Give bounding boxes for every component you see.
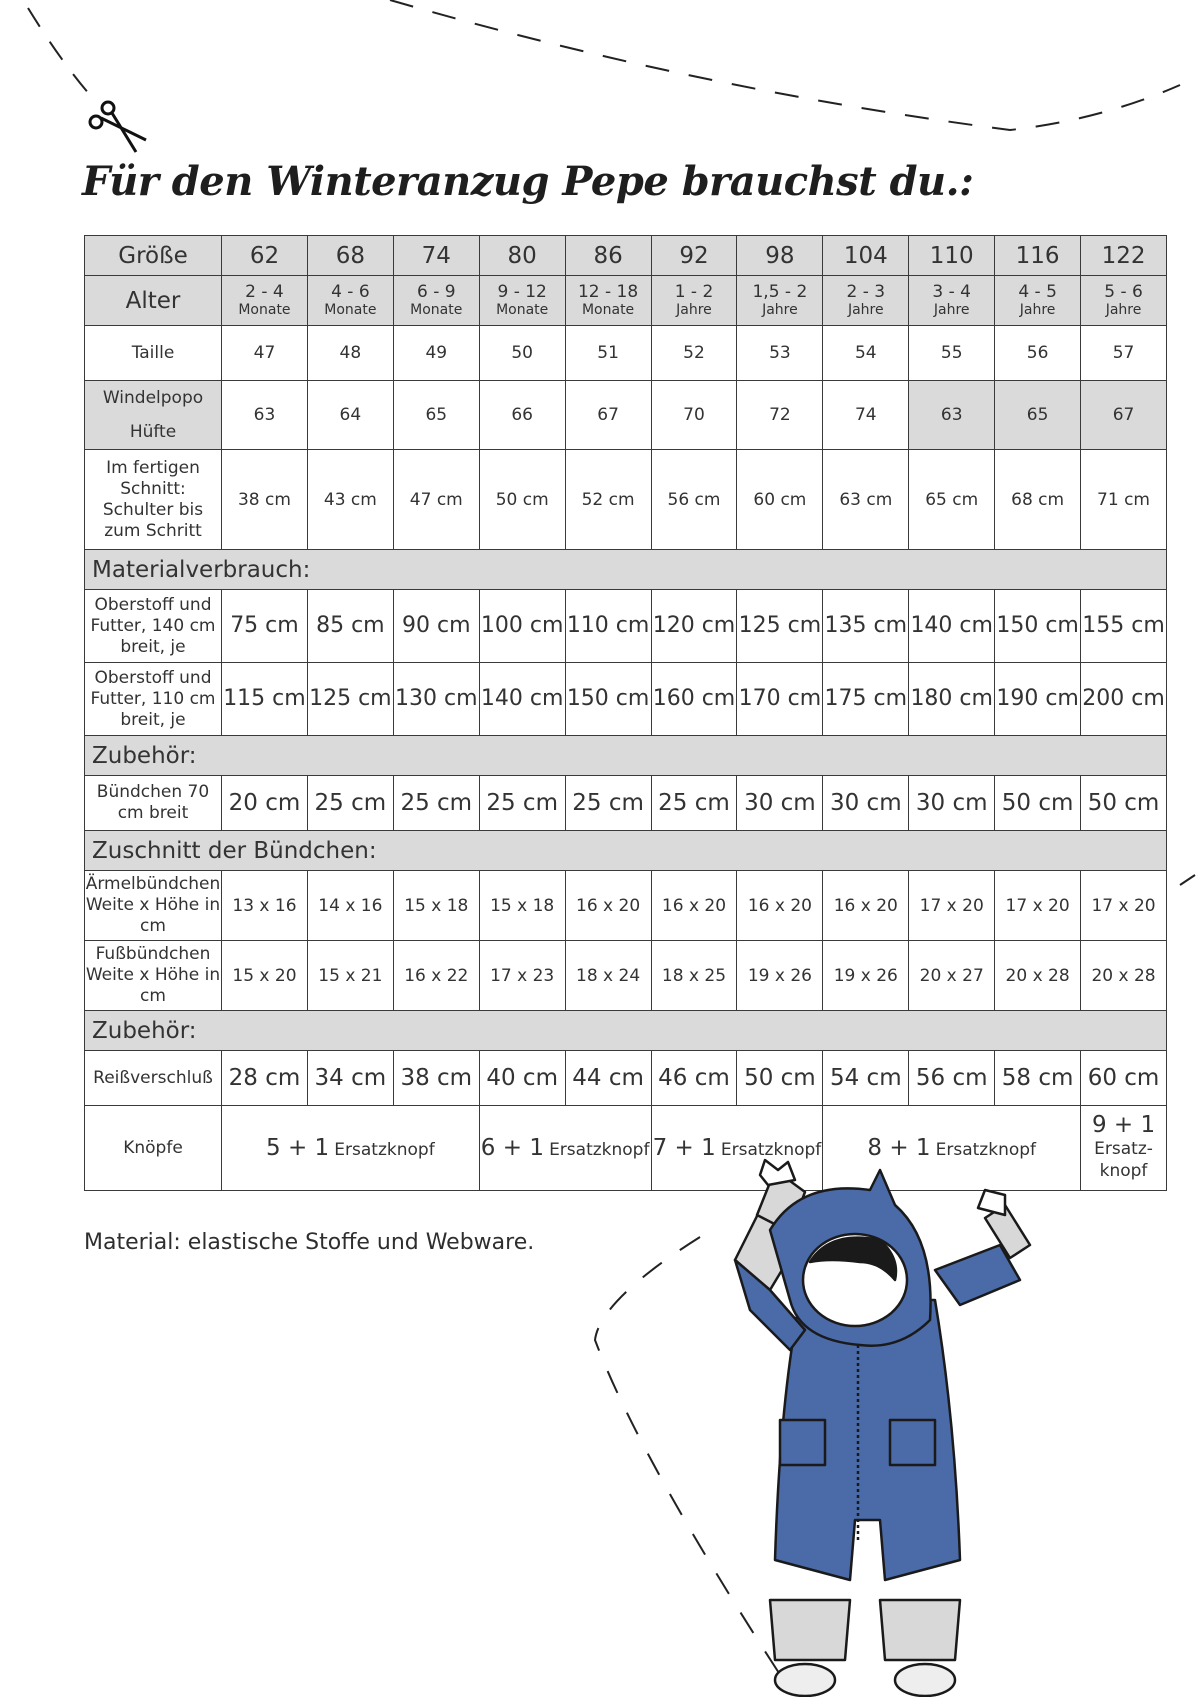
cell-text: 130 cm: [395, 686, 478, 711]
cell-text: 170 cm: [738, 686, 822, 711]
cell-text: 65 cm: [925, 489, 979, 510]
cell-text: 200 cm: [1082, 686, 1165, 711]
cell-text: Oberstoff und Futter, 110 cm breit, je: [90, 667, 216, 730]
cell-text: 16 x 22: [404, 965, 469, 986]
cell-text: 25 cm: [314, 790, 387, 816]
cell-text: 63 cm: [839, 489, 893, 510]
cell-text: 16 x 20: [833, 895, 898, 916]
cell-text: 90 cm: [402, 613, 471, 638]
cell-text: 3 - 4: [932, 282, 971, 302]
cell-text: Hüfte: [129, 421, 177, 442]
cell-text: 54 cm: [829, 1065, 902, 1091]
cell-text: 30 cm: [744, 790, 816, 816]
cell-text: 15 x 18: [404, 895, 469, 916]
cell-text: 19 x 26: [833, 965, 898, 986]
cell-text: 64: [339, 405, 362, 425]
cell-text: 8 + 1: [867, 1135, 931, 1161]
cell-text: Ersatzknopf: [935, 1140, 1037, 1160]
cell-text: 135 cm: [824, 613, 908, 638]
cell-text: 47: [253, 343, 276, 363]
cell-text: 50 cm: [1087, 790, 1160, 816]
cell-text: 68 cm: [1011, 489, 1065, 510]
cell-text: 80: [507, 242, 537, 269]
cell-text: 25 cm: [658, 790, 730, 816]
cell-text: 18 x 25: [661, 965, 727, 986]
cell-text: 65: [425, 405, 448, 425]
material-note: Material: elastische Stoffe und Webware.: [84, 1230, 535, 1255]
cell-text: 15 x 21: [318, 965, 383, 986]
cell-text: 40 cm: [486, 1065, 558, 1091]
cell-text: 150 cm: [996, 613, 1079, 638]
cell-text: 19 x 26: [747, 965, 812, 986]
cell-text: 74: [421, 242, 451, 269]
cell-text: 17 x 20: [1091, 895, 1156, 916]
cell-text: 43 cm: [323, 489, 377, 510]
cell-text: Reißverschluß: [93, 1067, 213, 1088]
cell-text: 2 - 3: [846, 282, 886, 302]
cell-text: 16 x 20: [661, 895, 727, 916]
cell-text: Knöpfe: [123, 1137, 183, 1158]
cell-text: 48: [339, 343, 362, 363]
cell-text: 55: [940, 343, 963, 363]
cell-text: 63: [940, 405, 963, 425]
cell-text: 60 cm: [1087, 1065, 1160, 1091]
cell-text: Jahre: [1105, 302, 1142, 318]
cell-text: 9 + 1: [1091, 1112, 1156, 1138]
cell-text: 71 cm: [1097, 489, 1150, 510]
cell-text: 28 cm: [228, 1065, 301, 1091]
cell-text: 56: [1026, 343, 1049, 363]
cell-text: Ersatzknopf: [549, 1140, 650, 1160]
cell-text: Größe: [118, 242, 188, 269]
cell-text: Monate: [581, 302, 635, 318]
cell-text: 72: [769, 405, 791, 425]
cell-text: 44 cm: [572, 1065, 644, 1091]
cell-text: 54: [854, 343, 877, 363]
cell-text: Jahre: [762, 302, 798, 318]
cell-text: Im fertigen Schnitt: Schulter bis zum Schritt: [102, 457, 204, 541]
cell-text: 140 cm: [910, 613, 993, 638]
cell-text: 53: [769, 343, 791, 363]
cell-text: 20 x 28: [1005, 965, 1070, 986]
cell-text: 125 cm: [738, 613, 822, 638]
cell-text: 46 cm: [658, 1065, 730, 1091]
cell-text: 140 cm: [480, 686, 564, 711]
cell-text: Jahre: [1019, 302, 1056, 318]
cell-text: 2 - 4: [245, 282, 284, 302]
cell-text: Bündchen 70 cm breit: [96, 782, 210, 823]
cell-text: 58 cm: [1001, 1065, 1074, 1091]
cell-text: Ersatzknopf: [720, 1140, 822, 1160]
cell-text: Ärmelbündchen Weite x Höhe in cm: [85, 874, 221, 936]
cell-text: 1,5 - 2: [752, 282, 808, 302]
cell-text: 7 + 1: [652, 1135, 716, 1161]
cell-text: 67: [1112, 405, 1135, 425]
cell-text: 1 - 2: [674, 282, 714, 302]
cell-text: Ersatz-knopf: [1094, 1139, 1153, 1181]
cell-text: 160 cm: [652, 686, 736, 711]
cell-text: 14 x 16: [318, 895, 383, 916]
cell-text: Alter: [125, 287, 181, 314]
cell-text: 66: [511, 405, 533, 425]
cell-text: Monate: [496, 302, 549, 318]
cell-text: Jahre: [933, 302, 970, 318]
cell-text: 150 cm: [566, 686, 650, 711]
cell-text: 86: [593, 242, 623, 269]
page-title: Für den Winteranzug Pepe brauchst du.:: [82, 158, 974, 205]
cell-text: 110: [929, 242, 974, 269]
cell-text: Oberstoff und Futter, 140 cm breit, je: [90, 594, 216, 657]
cell-text: 47 cm: [409, 489, 463, 510]
cell-text: 100 cm: [480, 613, 564, 638]
cell-text: 17 x 20: [1005, 895, 1070, 916]
cell-text: Zubehör:: [92, 742, 197, 769]
cell-text: 62: [249, 242, 280, 269]
cell-text: 25 cm: [400, 790, 473, 816]
cell-text: 50 cm: [1001, 790, 1074, 816]
cell-text: 16 x 20: [576, 895, 641, 916]
cell-text: Windelpopo: [102, 387, 204, 408]
cell-text: Ersatzknopf: [334, 1140, 435, 1160]
cell-text: 51: [597, 343, 619, 363]
cell-text: 60 cm: [753, 489, 807, 510]
cell-text: 4 - 6: [331, 282, 370, 302]
cell-text: 15 x 20: [232, 965, 297, 986]
cell-text: 98: [765, 242, 795, 269]
cell-text: 63: [253, 405, 276, 425]
cell-text: 17 x 23: [490, 965, 555, 986]
cell-text: 70: [683, 405, 705, 425]
cell-text: 25 cm: [572, 790, 644, 816]
cell-text: 20 cm: [228, 790, 301, 816]
cell-text: 175 cm: [824, 686, 908, 711]
cell-text: 38 cm: [237, 489, 291, 510]
cell-text: Zubehör:: [92, 1017, 197, 1044]
cell-text: 115 cm: [223, 686, 306, 711]
cell-text: 12 - 18: [577, 282, 639, 302]
cell-text: 190 cm: [996, 686, 1079, 711]
cell-text: 104: [843, 242, 888, 269]
cell-text: Monate: [410, 302, 463, 318]
cell-text: 52 cm: [581, 489, 635, 510]
cell-text: 57: [1112, 343, 1135, 363]
cell-text: 67: [597, 405, 619, 425]
cell-text: 116: [1015, 242, 1060, 269]
cell-text: 56 cm: [915, 1065, 988, 1091]
cell-text: Monate: [324, 302, 377, 318]
cell-text: 17 x 20: [919, 895, 984, 916]
cell-text: 20 x 27: [919, 965, 984, 986]
cell-text: 92: [679, 242, 709, 269]
cell-text: Taille: [131, 342, 175, 363]
cell-text: Monate: [238, 302, 291, 318]
cell-text: 50 cm: [744, 1065, 816, 1091]
cell-text: Jahre: [847, 302, 884, 318]
cell-text: 125 cm: [309, 686, 392, 711]
cell-text: 110 cm: [566, 613, 650, 638]
cell-text: 74: [854, 405, 877, 425]
cell-text: Materialverbrauch:: [92, 556, 311, 583]
cell-text: 155 cm: [1082, 613, 1165, 638]
cell-text: 9 - 12: [497, 282, 547, 302]
cell-text: 16 x 20: [747, 895, 812, 916]
cell-text: 25 cm: [486, 790, 558, 816]
cell-text: 13 x 16: [232, 895, 297, 916]
cell-text: Jahre: [676, 302, 712, 318]
cell-text: 15 x 18: [490, 895, 555, 916]
cell-text: 75 cm: [230, 613, 299, 638]
cell-text: 30 cm: [829, 790, 902, 816]
cell-text: 5 - 6: [1104, 282, 1143, 302]
cell-text: 5 + 1: [266, 1135, 330, 1161]
cell-text: 68: [335, 242, 365, 269]
cell-text: 120 cm: [652, 613, 736, 638]
cell-text: 18 x 24: [576, 965, 641, 986]
cell-text: 180 cm: [910, 686, 993, 711]
cell-text: 38 cm: [400, 1065, 473, 1091]
cell-text: 6 - 9: [416, 282, 456, 302]
cell-text: Fußbündchen Weite x Höhe in cm: [85, 944, 221, 1006]
cell-text: 50 cm: [495, 489, 549, 510]
cell-text: 50: [511, 343, 533, 363]
cell-text: 65: [1026, 405, 1049, 425]
cell-text: 56 cm: [667, 489, 721, 510]
cell-text: Zuschnitt der Bündchen:: [92, 837, 377, 864]
cell-text: 34 cm: [314, 1065, 387, 1091]
cell-text: 6 + 1: [480, 1135, 544, 1161]
cell-text: 49: [425, 343, 448, 363]
cell-text: 85 cm: [316, 613, 385, 638]
cell-text: 52: [683, 343, 705, 363]
cell-text: 20 x 28: [1091, 965, 1156, 986]
cell-text: 4 - 5: [1018, 282, 1057, 302]
cell-text: 30 cm: [915, 790, 988, 816]
cell-text: 122: [1101, 242, 1146, 269]
